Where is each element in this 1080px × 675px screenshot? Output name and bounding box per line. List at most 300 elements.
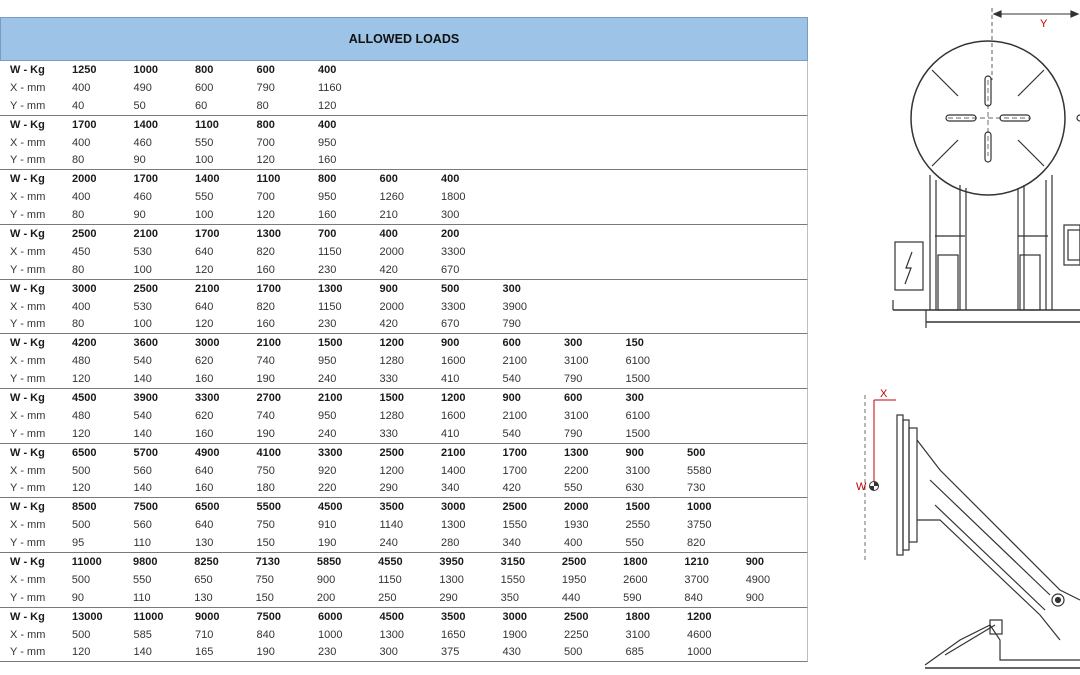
w-row: [0, 61, 807, 79]
y-row-label: Y - mm: [10, 373, 46, 386]
x-value-cell: 585: [133, 628, 152, 641]
w-value-cell: 2100: [256, 337, 281, 350]
y-value-cell: 100: [195, 209, 214, 222]
y-row-label: Y - mm: [10, 99, 46, 112]
w-row-label: W - Kg: [10, 63, 45, 76]
y-value-cell: 160: [195, 373, 214, 386]
x-value-cell: 560: [133, 519, 152, 532]
x-value-cell: 650: [194, 573, 213, 586]
x-value-cell: 700: [256, 136, 275, 149]
w-value-cell: 900: [379, 282, 398, 295]
x-value-cell: 1160: [318, 81, 342, 94]
w-value-cell: 4200: [72, 337, 97, 350]
y-value-cell: 290: [379, 482, 398, 495]
x-value-cell: 740: [256, 355, 275, 368]
y-value-cell: 820: [687, 537, 706, 550]
x-value-cell: 540: [133, 409, 152, 422]
w-value-cell: 1200: [441, 391, 466, 404]
w-row-label: W - Kg: [10, 501, 45, 514]
w-value-cell: 2500: [379, 446, 404, 459]
w-value-cell: 1300: [318, 282, 343, 295]
x-value-cell: 620: [195, 355, 214, 368]
x-value-cell: 1000: [318, 628, 343, 641]
y-value-cell: 590: [623, 591, 642, 604]
w-value-cell: 6000: [318, 610, 343, 623]
w-value-cell: 11000: [133, 610, 164, 623]
x-value-cell: 480: [72, 355, 91, 368]
y-value-cell: 90: [133, 209, 146, 222]
w-row-label: W - Kg: [10, 337, 45, 350]
y-value-cell: 110: [133, 537, 152, 550]
w-value-cell: 2100: [133, 227, 158, 240]
y-value-cell: 180: [256, 482, 275, 495]
x-row: [0, 571, 807, 589]
w-value-cell: 1300: [564, 446, 589, 459]
y-row-label: Y - mm: [10, 591, 46, 604]
y-value-cell: 50: [133, 99, 146, 112]
w-value-cell: 1500: [379, 391, 404, 404]
x-value-cell: 2100: [502, 409, 527, 422]
w-value-cell: 900: [745, 555, 765, 568]
y-value-cell: 150: [255, 591, 274, 604]
y-row: [0, 261, 807, 279]
x-value-cell: 620: [195, 409, 214, 422]
y-value-cell: 160: [318, 154, 337, 167]
y-value-cell: 60: [195, 99, 208, 112]
w-value-cell: 6500: [195, 501, 220, 514]
w-row-label: W - Kg: [10, 610, 45, 623]
w-value-cell: 3000: [195, 337, 220, 350]
w-value-cell: 6500: [72, 446, 97, 459]
w-value-cell: 1500: [318, 337, 343, 350]
x-row-label: X - mm: [10, 245, 46, 258]
x-row: [0, 407, 807, 425]
w-value-cell: 9800: [133, 555, 158, 568]
y-value-cell: 440: [561, 591, 581, 604]
x-value-cell: 1300: [441, 519, 466, 532]
x-value-cell: 400: [72, 300, 91, 313]
y-value-cell: 375: [441, 646, 460, 659]
x-value-cell: 950: [318, 355, 337, 368]
x-value-cell: 1280: [379, 355, 404, 368]
w-value-cell: 5500: [256, 501, 281, 514]
x-value-cell: 1150: [318, 300, 342, 313]
w-row: [0, 498, 807, 516]
w-value-cell: 1200: [379, 337, 404, 350]
w-value-cell: 3300: [195, 391, 220, 404]
x-value-cell: 1200: [379, 464, 404, 477]
x-value-cell: 1300: [379, 628, 404, 641]
y-value-cell: 150: [256, 537, 275, 550]
w-value-cell: 3600: [133, 337, 158, 350]
y-value-cell: 340: [441, 482, 460, 495]
y-value-cell: 220: [318, 482, 337, 495]
x-value-cell: 6100: [625, 409, 650, 422]
y-value-cell: 80: [72, 209, 85, 222]
x-value-cell: 2550: [625, 519, 650, 532]
load-groups: [0, 61, 808, 662]
x-value-cell: 450: [72, 245, 91, 258]
w-value-cell: 3300: [318, 446, 343, 459]
load-group: [0, 444, 808, 499]
y-value-cell: 240: [318, 427, 337, 440]
x-value-cell: 530: [133, 245, 152, 258]
y-value-cell: 120: [195, 263, 214, 276]
y-row-label: Y - mm: [10, 646, 46, 659]
x-value-cell: 6100: [625, 355, 650, 368]
x-value-cell: 3750: [687, 519, 712, 532]
x-value-cell: 2000: [379, 300, 404, 313]
y-value-cell: 420: [379, 318, 398, 331]
y-value-cell: 80: [72, 263, 85, 276]
w-value-cell: 4500: [318, 501, 343, 514]
w-value-cell: 4900: [195, 446, 220, 459]
y-value-cell: 165: [195, 646, 214, 659]
y-value-cell: 670: [441, 318, 460, 331]
y-value-cell: 80: [72, 154, 85, 167]
w-value-cell: 300: [502, 282, 521, 295]
w-row: [0, 553, 807, 571]
x-value-cell: 3300: [441, 245, 466, 258]
w-value-cell: 1800: [623, 555, 648, 568]
w-row: [0, 608, 807, 626]
y-value-cell: 330: [379, 427, 398, 440]
y-value-cell: 130: [194, 591, 213, 604]
w-load-label: W: [856, 481, 867, 493]
y-value-cell: 200: [316, 591, 336, 604]
y-value-cell: 190: [256, 427, 275, 440]
w-value-cell: 1000: [133, 63, 158, 76]
w-value-cell: 9000: [195, 610, 220, 623]
y-value-cell: 120: [318, 99, 337, 112]
w-value-cell: 500: [441, 282, 460, 295]
w-value-cell: 800: [195, 63, 214, 76]
x-value-cell: 1260: [379, 191, 404, 204]
y-value-cell: 300: [441, 209, 460, 222]
y-value-cell: 410: [441, 373, 460, 386]
y-value-cell: 790: [564, 427, 583, 440]
w-row-label: W - Kg: [10, 118, 45, 131]
w-value-cell: 150: [625, 337, 644, 350]
w-row-label: W - Kg: [10, 173, 45, 186]
w-value-cell: 200: [441, 227, 460, 240]
x-value-cell: 460: [133, 136, 152, 149]
x-value-cell: 400: [72, 136, 91, 149]
y-value-cell: 420: [379, 263, 398, 276]
w-value-cell: 2500: [72, 227, 97, 240]
y-value-cell: 190: [318, 537, 337, 550]
w-value-cell: 4550: [378, 555, 403, 568]
w-value-cell: 4100: [256, 446, 281, 459]
w-value-cell: 2000: [564, 501, 589, 514]
x-value-cell: 500: [72, 464, 91, 477]
y-row-label: Y - mm: [10, 209, 46, 222]
x-value-cell: 1280: [379, 409, 404, 422]
y-row-label: Y - mm: [10, 482, 46, 495]
x-row: [0, 516, 807, 534]
load-group: [0, 225, 808, 280]
y-value-cell: 140: [133, 427, 152, 440]
x-value-cell: 3100: [564, 409, 589, 422]
y-value-cell: 230: [318, 263, 337, 276]
x-value-cell: 710: [195, 628, 214, 641]
x-row: [0, 243, 807, 261]
w-value-cell: 3000: [72, 282, 97, 295]
y-value-cell: 550: [564, 482, 583, 495]
x-value-cell: 1700: [502, 464, 527, 477]
x-value-cell: 740: [256, 409, 275, 422]
w-row-label: W - Kg: [10, 227, 45, 240]
x-value-cell: 3100: [625, 464, 650, 477]
y-value-cell: 1000: [687, 646, 712, 659]
x-row: [0, 298, 807, 316]
w-value-cell: 1100: [195, 118, 219, 131]
w-value-cell: 3000: [502, 610, 527, 623]
y-value-cell: 350: [500, 591, 519, 604]
y-value-cell: 120: [72, 427, 91, 440]
x-row-label: X - mm: [10, 355, 46, 368]
w-row-label: W - Kg: [10, 446, 45, 459]
w-value-cell: 300: [564, 337, 583, 350]
y-value-cell: 160: [195, 482, 214, 495]
y-value-cell: 330: [379, 373, 398, 386]
x-value-cell: 3300: [441, 300, 466, 313]
y-value-cell: 240: [318, 373, 337, 386]
w-value-cell: 7130: [255, 555, 281, 568]
y-row-label: Y - mm: [10, 427, 46, 440]
x-value-cell: 750: [255, 573, 274, 586]
y-row: [0, 97, 807, 115]
y-value-cell: 80: [256, 99, 269, 112]
x-row-label: X - mm: [10, 628, 46, 641]
y-row: [0, 425, 807, 443]
w-value-cell: 700: [318, 227, 337, 240]
x-value-cell: 750: [256, 464, 275, 477]
w-value-cell: 2100: [441, 446, 466, 459]
y-value-cell: 290: [439, 591, 458, 604]
y-row: [0, 534, 807, 552]
w-value-cell: 300: [625, 391, 644, 404]
x-row-label: X - mm: [10, 136, 46, 149]
allowed-loads-table: [0, 17, 808, 662]
load-group: [0, 553, 808, 608]
x-value-cell: 2100: [502, 355, 527, 368]
y-value-cell: 840: [684, 591, 703, 604]
x-value-cell: 400: [72, 81, 91, 94]
w-value-cell: 1000: [687, 501, 712, 514]
y-row-label: Y - mm: [10, 318, 46, 331]
y-value-cell: 140: [133, 482, 152, 495]
y-value-cell: 630: [625, 482, 644, 495]
w-value-cell: 5850: [316, 555, 342, 568]
w-value-cell: 800: [318, 173, 337, 186]
x-value-cell: 790: [256, 81, 275, 94]
x-value-cell: 1140: [379, 519, 404, 532]
y-value-cell: 90: [71, 591, 85, 604]
w-value-cell: 1700: [256, 282, 281, 295]
y-value-cell: 140: [133, 646, 152, 659]
w-value-cell: 2500: [133, 282, 158, 295]
w-value-cell: 11000: [71, 555, 102, 568]
y-row: [0, 206, 807, 224]
x-dimension-label: X: [880, 388, 888, 400]
load-group: [0, 170, 808, 225]
y-value-cell: 160: [256, 263, 275, 276]
w-row: [0, 225, 807, 243]
w-value-cell: 1210: [684, 555, 709, 568]
y-value-cell: 95: [72, 537, 85, 550]
x-value-cell: 1300: [439, 573, 464, 586]
y-row: [0, 644, 807, 662]
y-value-cell: 120: [72, 646, 91, 659]
y-value-cell: 100: [133, 263, 152, 276]
x-value-cell: 900: [316, 573, 336, 586]
y-value-cell: 540: [502, 427, 521, 440]
w-value-cell: 1400: [195, 173, 220, 186]
y-value-cell: 120: [256, 154, 275, 167]
y-value-cell: 90: [133, 154, 146, 167]
y-value-cell: 120: [72, 373, 91, 386]
x-row: [0, 626, 807, 644]
x-value-cell: 640: [195, 519, 214, 532]
x-value-cell: 3900: [502, 300, 527, 313]
y-value-cell: 160: [256, 318, 275, 331]
x-value-cell: 500: [71, 573, 91, 586]
x-value-cell: 820: [256, 300, 275, 313]
y-value-cell: 40: [72, 99, 85, 112]
x-row: [0, 462, 807, 480]
x-value-cell: 920: [318, 464, 337, 477]
x-value-cell: 530: [133, 300, 152, 313]
x-value-cell: 5580: [687, 464, 712, 477]
x-value-cell: 500: [72, 628, 91, 641]
y-row: [0, 315, 807, 333]
y-value-cell: 420: [502, 482, 521, 495]
x-value-cell: 550: [133, 573, 152, 586]
y-row: [0, 370, 807, 388]
load-group: [0, 498, 808, 553]
x-value-cell: 840: [256, 628, 275, 641]
x-value-cell: 490: [133, 81, 152, 94]
y-value-cell: 280: [441, 537, 460, 550]
x-value-cell: 560: [133, 464, 152, 477]
y-value-cell: 120: [195, 318, 214, 331]
w-row: [0, 280, 807, 298]
x-row: [0, 134, 807, 152]
w-value-cell: 5700: [133, 446, 158, 459]
x-value-cell: 3700: [684, 573, 709, 586]
y-value-cell: 100: [195, 154, 214, 167]
x-value-cell: 2200: [564, 464, 589, 477]
w-value-cell: 600: [564, 391, 583, 404]
y-row-label: Y - mm: [10, 263, 46, 276]
w-value-cell: 400: [441, 173, 460, 186]
y-value-cell: 1500: [625, 373, 650, 386]
x-value-cell: 550: [195, 136, 214, 149]
w-value-cell: 4500: [379, 610, 404, 623]
w-value-cell: 600: [256, 63, 275, 76]
w-value-cell: 1400: [133, 118, 158, 131]
y-dimension-label: Y: [1040, 18, 1048, 30]
x-value-cell: 640: [195, 300, 214, 313]
w-value-cell: 1100: [256, 173, 281, 186]
x-row-label: X - mm: [10, 573, 46, 586]
y-value-cell: 140: [133, 373, 152, 386]
x-value-cell: 1400: [441, 464, 466, 477]
w-row-label: W - Kg: [10, 555, 45, 568]
load-group: [0, 280, 808, 335]
y-value-cell: 540: [502, 373, 521, 386]
w-value-cell: 3900: [133, 391, 158, 404]
y-value-cell: 685: [625, 646, 644, 659]
y-value-cell: 250: [378, 591, 397, 604]
w-row-label: W - Kg: [10, 282, 45, 295]
x-row: [0, 79, 807, 97]
w-value-cell: 2000: [72, 173, 97, 186]
y-value-cell: 730: [687, 482, 706, 495]
w-value-cell: 1700: [72, 118, 97, 131]
w-value-cell: 2100: [195, 282, 220, 295]
y-value-cell: 230: [318, 318, 337, 331]
y-value-cell: 190: [256, 373, 275, 386]
x-value-cell: 640: [195, 464, 214, 477]
y-value-cell: 430: [502, 646, 521, 659]
x-value-cell: 1550: [500, 573, 526, 586]
y-row-label: Y - mm: [10, 537, 46, 550]
x-value-cell: 950: [318, 136, 337, 149]
w-value-cell: 7500: [133, 501, 158, 514]
load-group: [0, 61, 808, 116]
x-value-cell: 1900: [502, 628, 527, 641]
x-row: [0, 352, 807, 370]
x-row-label: X - mm: [10, 519, 46, 532]
y-value-cell: 300: [379, 646, 398, 659]
w-row: [0, 444, 807, 462]
w-value-cell: 1300: [256, 227, 281, 240]
w-value-cell: 1700: [502, 446, 527, 459]
y-value-cell: 160: [195, 427, 214, 440]
x-value-cell: 2000: [379, 245, 404, 258]
x-value-cell: 1600: [441, 409, 466, 422]
x-value-cell: 950: [318, 191, 337, 204]
x-row-label: X - mm: [10, 409, 46, 422]
w-value-cell: 800: [256, 118, 275, 131]
x-value-cell: 480: [72, 409, 91, 422]
x-value-cell: 700: [256, 191, 275, 204]
y-value-cell: 790: [502, 318, 521, 331]
y-value-cell: 80: [72, 318, 85, 331]
w-value-cell: 900: [441, 337, 460, 350]
w-value-cell: 13000: [72, 610, 103, 623]
w-value-cell: 3000: [441, 501, 466, 514]
y-value-cell: 410: [441, 427, 460, 440]
w-value-cell: 900: [502, 391, 521, 404]
w-value-cell: 4500: [72, 391, 97, 404]
y-value-cell: 210: [379, 209, 398, 222]
w-value-cell: 3150: [500, 555, 526, 568]
y-row: [0, 479, 807, 497]
w-value-cell: 400: [379, 227, 398, 240]
x-row: [0, 188, 807, 206]
front-view-drawing: [893, 8, 1080, 328]
x-value-cell: 950: [318, 409, 337, 422]
y-value-cell: 900: [745, 591, 765, 604]
x-value-cell: 540: [133, 355, 152, 368]
w-value-cell: 1700: [133, 173, 158, 186]
w-value-cell: 2500: [561, 555, 587, 568]
x-value-cell: 2250: [564, 628, 589, 641]
x-value-cell: 4900: [745, 573, 771, 586]
